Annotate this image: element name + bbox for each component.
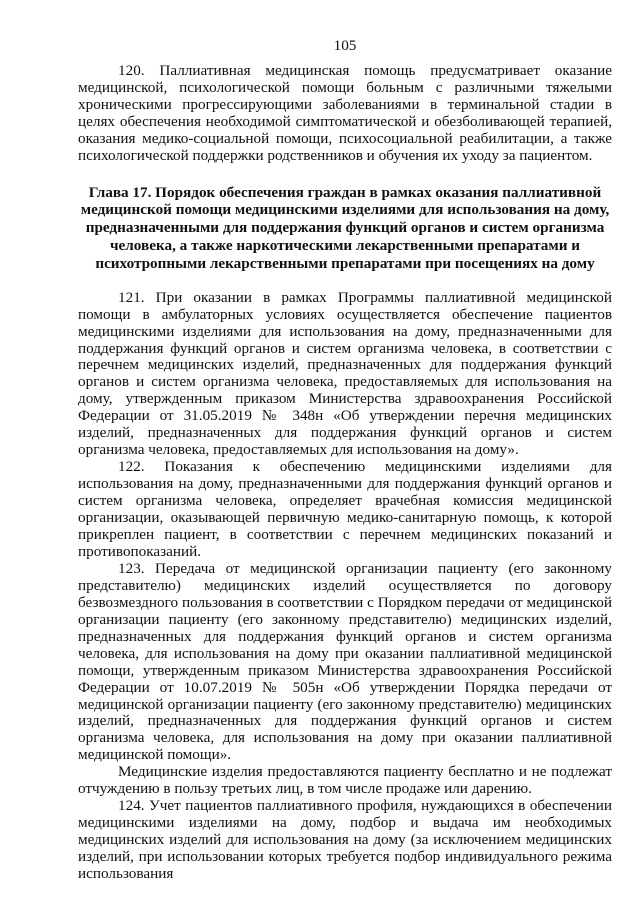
paragraph-123: 123. Передача от медицинской организации пациенту (его законному представителю) медицинских изделий осуществляется по договору безвозмездного пользования в соответствии с Порядком передачи от медицинской организации пациенту (его законному представителю) медицинских изделий, предназначенных для поддержания функций органов и систем организма человека, для использования на дому при оказании паллиативной медицинской помощи, утвержденным приказом Министерства здравоохранения Российской Федерации от 10.07.2019 № 505н «Об утверждении Порядка передачи от медицинской организации пациенту (его законному представителю) медицинских изделий, предназначенных для поддержания функций органов и систем организма человека, для использования на дому при оказании паллиативной медицинской помощи». <box>78 559 612 764</box>
document-page <box>78 38 612 883</box>
paragraph-124: 124. Учет пациентов паллиативного профиля, нуждающихся в обеспечении медицинскими изделиями на дому, подбор и выдача им необходимых медицинских изделий для использования на дому (за исключением медицинских изделий, при использовании которых требуется подбор индивидуального режима использования <box>78 797 612 883</box>
paragraph-120: 120. Паллиативная медицинская помощь предусматривает оказание медицинской, психологической помощи больным с различными тяжелыми хроническими прогрессирующими заболеваниями в терминальной стадии в целях обеспечения необходимой симптоматической и обезболивающей терапией, оказания медико-социальной помощи, психосоциальной реабилитации, а также психологической поддержки родственников и обучения их уходу за пациентом. <box>78 61 612 164</box>
paragraph-123-continuation: Медицинские изделия предоставляются пациенту бесплатно и не подлежат отчуждению в пользу третьих лиц, в том числе продаже или дарению. <box>78 763 612 798</box>
paragraph-122: 122. Показания к обеспечению медицинскими изделиями для использования на дому, предназначенными для поддержания функций органов и систем организма человека, определяет врачебная комиссия медицинской организации, оказывающей первичную медико-санитарную помощь, к которой прикреплен пациент, в соответствии с перечнем медицинских показаний и противопоказаний. <box>78 458 612 560</box>
page-number: 105 <box>333 37 357 54</box>
paragraph-121: 121. При оказании в рамках Программы паллиативной медицинской помощи в амбулаторных условиях осуществляется обеспечение пациентов медицинскими изделиями для использования на дому, предназначенными для поддержания функций органов и систем организма человека, в соответствии с перечнем медицинских изделий, предназначенных для поддержания функций органов и систем организма человека, предоставляемых для использования на дому, утвержденным приказом Министерства здравоохранения Российской Федерации от 31.05.2019 № 348н «Об утверждении перечня медицинских изделий, предназначенных для поддержания функций органов и систем организма человека, предоставляемых для использования на дому». <box>78 288 612 459</box>
chapter-heading: Глава 17. Порядок обеспечения граждан в рамках оказания паллиативной медицинской помощи медицинскими изделиями для использования на дому, предназначенными для поддержания функций органов и систем организма человека, а также наркотическими лекарственными препаратами и психотропными лекарственными препаратами при посещениях на дому <box>80 183 610 272</box>
